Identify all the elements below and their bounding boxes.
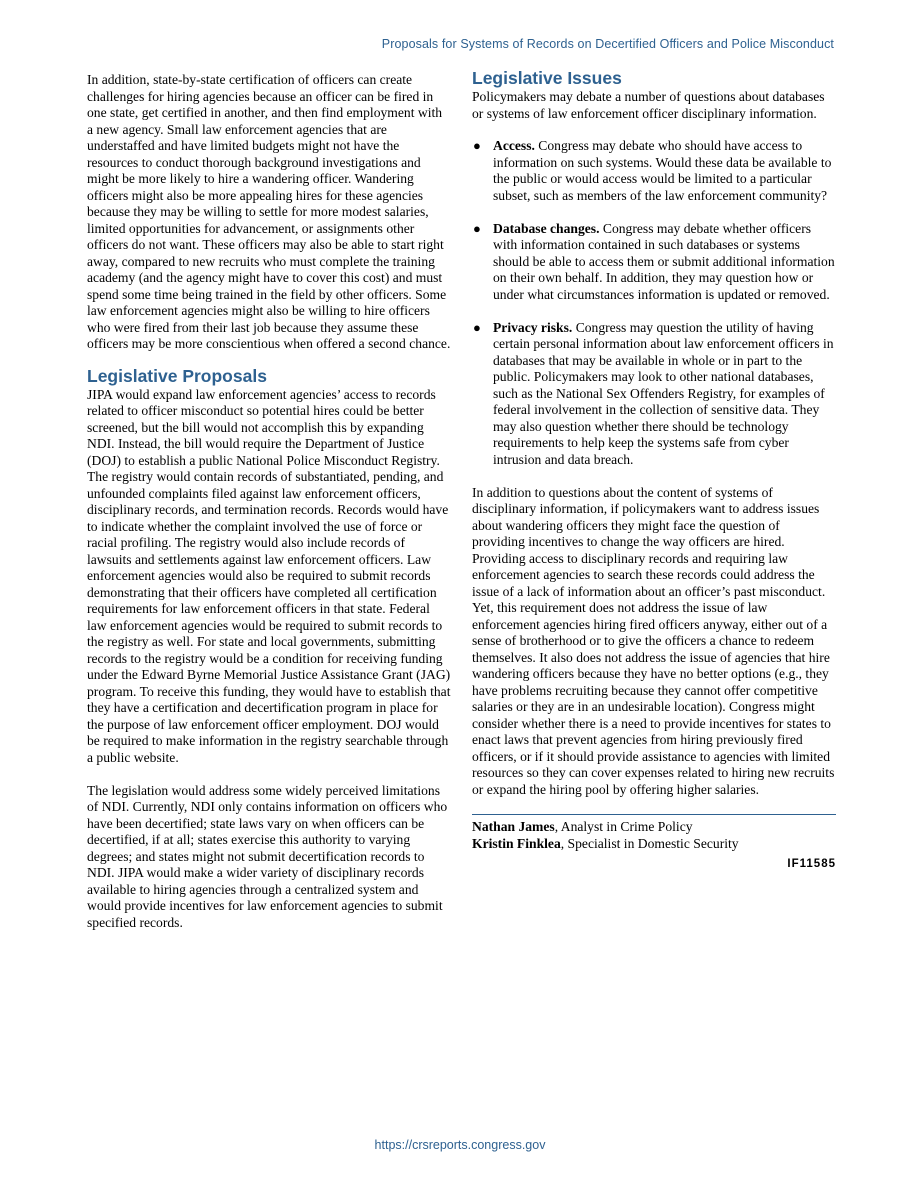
report-number: IF11585 — [787, 858, 836, 870]
bullet-label: Privacy risks. — [493, 319, 573, 335]
author-line — [472, 836, 836, 853]
author-line — [472, 819, 836, 836]
proposals-paragraph-1: JIPA would expand law enforcement agencies’ access to records related to officer misconduct so potential hires could be better screened, but the bill would not accomplish this by expanding NDI. Instead, the bill would require the Department of Justice (DOJ) to establish a public National Police Misconduct Registry. The registry would contain records of substantiated, pending, and unfounded complaints filed against law enforcement officers, disciplinary records, and termination records. Records would have to indicate whether the complaint involved the use of force or racial profiling. The registry would also include records of lawsuits and settlements against law enforcement officers. Law enforcement agencies would also be required to submit records demonstrating that their officers have completed all certification requirements for law enforcement officers in that state. Federal law enforcement agencies would be required to submit records to the registry as well. For state and local governments, submitting records to the registry would be a condition for receiving funding under the Edward Byrne Memorial Justice Assistance Grant (JAG) program. To receive this funding, they would have to establish that they have a certification and decertification program in place for the purpose of law enforcement officer employment. DOJ would be required to make information in the registry searchable through a public website. — [87, 386, 451, 765]
footer-website-link[interactable]: https://crsreports.congress.gov — [374, 1138, 546, 1152]
issues-bullet-list — [472, 138, 836, 468]
bullet-dot-icon: ● — [473, 319, 481, 335]
right-column — [472, 67, 836, 873]
legislative-issues-heading: Legislative Issues — [472, 68, 622, 88]
bullet-text: Congress may question the utility of having certain personal information about law enforcement officers in databases that may be available in whole or in part to the public. Policymakers may look to other national databases, such as the National Sex Offenders Registry, for examples of federal involvement in the collection of sensitive data. They may also question whether there should be technology requirements to help keep the systems safe from cyber intrusion and data breach. — [493, 319, 834, 467]
author-role: , Analyst in Crime Policy — [554, 819, 693, 834]
list-item — [472, 320, 836, 469]
bullet-label: Access. — [493, 138, 535, 153]
author-divider — [472, 814, 836, 815]
bullet-text: Congress may debate who should have access to information on such systems. Would these data be available to the public or would access would be limited to a particular subset, such as members of the law enforcement community? — [493, 138, 832, 203]
bullet-text: Congress may debate whether officers with information contained in such databases or systems should be able to access them or submit additional information on their own behalf. In addition, they may question how or under what circumstances information is updated or removed. — [493, 220, 835, 302]
running-header-title: Proposals for Systems of Records on Decertified Officers and Police Misconduct — [381, 37, 834, 51]
intro-paragraph: In addition, state-by-state certification of officers can create challenges for hiring agencies because an officer can be fired in one state, get certified in another, and then find employment with a new agency. Small law enforcement agencies that are understaffed and have limited budgets might not have the resources to conduct thorough background investigations and might be more likely to hire a wandering officer. Wandering officers might also be more appealing hires for these agencies because they may be willing to settle for more modest salaries, limited opportunities for advancement, or assignments other officers do not want. These officers may also be able to start right away, compared to new recruits who must complete the training academy (and the agency might have to cover this cost) and must spend some time being trained in the field by other officers. Some law enforcement agencies might also be willing to hire officers who were fired from their last job because they assume these officers may be more conscientious when offered a second chance. — [87, 72, 451, 351]
list-item — [472, 221, 836, 304]
author-name: Kristin Finklea — [472, 835, 561, 851]
closing-paragraph: In addition to questions about the content of systems of disciplinary information, if policymakers want to address issues about wandering officers they might face the question of providing incentives to change the way officers are hired. Providing access to disciplinary records and requiring law enforcement agencies to search these records could address the issue of a lack of information about an officer’s past misconduct. Yet, this requirement does not address the issue of law enforcement agencies hiring fired officers anyway, either out of a sense of brotherhood or to give the officers a chance to redeem themselves. It also does not address the issue of agencies that hire wandering officers because they have no better options (e.g., they have problems recruiting because they cannot offer competitive salaries or they are in an undesirable location). Congress might consider whether there is a need to provide incentives for states to enact laws that prevent agencies from hiring previously fired officers, or if it should provide assistance to agencies with limited resources so they can cover expenses related to hiring new recruits or expand the hiring pool by offering higher salaries. — [472, 484, 835, 797]
author-name: Nathan James — [472, 819, 555, 834]
issues-intro-paragraph: Policymakers may debate a number of questions about databases or systems of law enforcement officer disciplinary information. — [472, 89, 825, 121]
left-column — [87, 72, 451, 931]
list-item — [472, 138, 836, 204]
proposals-paragraph-2: The legislation would address some widely perceived limitations of NDI. Currently, NDI only contains information on officers who have been decertified; state laws vary on when officers can be decertified, if at all; states exercise this authority to varying degrees; and states might not submit decertification records to NDI. JIPA would make a wider variety of disciplinary records available to hiring agencies through a centralized system and would provide incentives for law enforcement agencies to submit specified records. — [87, 782, 448, 930]
bullet-label: Database changes. — [493, 220, 600, 236]
bullet-dot-icon: ● — [473, 138, 481, 153]
author-role: , Specialist in Domestic Security — [560, 835, 739, 851]
legislative-proposals-heading: Legislative Proposals — [87, 365, 267, 386]
bullet-dot-icon: ● — [473, 220, 481, 236]
